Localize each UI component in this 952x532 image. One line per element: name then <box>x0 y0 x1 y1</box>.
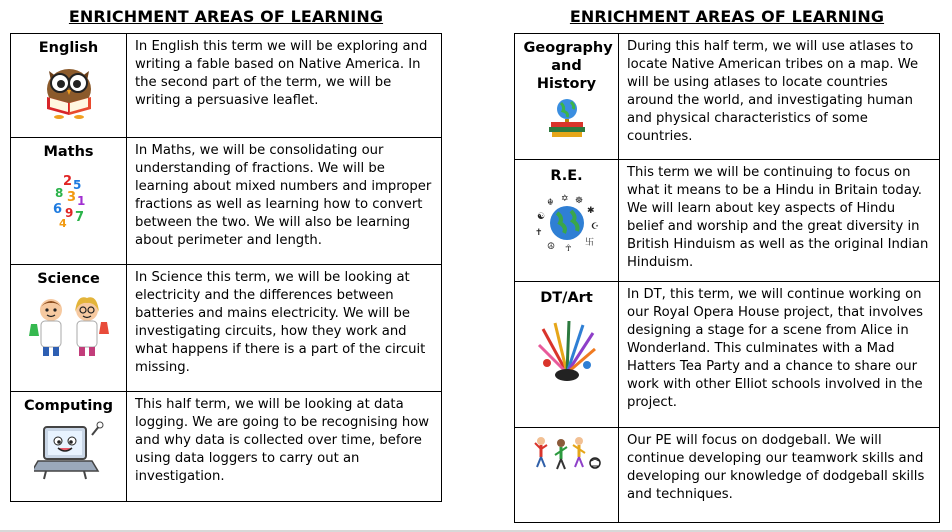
left-panel <box>10 0 442 502</box>
child-scientists-icon <box>27 294 111 358</box>
subject-cell-computing <box>11 392 127 502</box>
subject-name-english: English <box>38 40 99 56</box>
description-geography-history: During this half term, we will use atlases to locate Native American tribes on a map. We will be using atlases to locate countries around the world, and investigating human and physical characteristics of some countries. <box>627 39 919 144</box>
svg-text:☪: ☪ <box>590 222 599 232</box>
description-dt-art: In DT, this term, we will continue working on our Royal Opera House project, that involves designing a stage for a scene from Alice in Wonderland. This culminates with a Mad Hatters Tea Party and a chance to share our work with other Elliot schools involved in the project. <box>627 287 923 410</box>
description-cell-science <box>127 265 442 392</box>
subject-name-maths: Maths <box>43 144 94 160</box>
svg-text:7: 7 <box>74 210 84 225</box>
table-row-maths <box>11 138 442 265</box>
table-row-science <box>11 265 442 392</box>
subject-name-dt-art: DT/Art <box>540 290 593 306</box>
subject-cell-science <box>11 265 127 392</box>
left-heading: ENRICHMENT AREAS OF LEARNING <box>68 7 384 26</box>
subject-cell-maths <box>11 138 127 265</box>
svg-text:✡: ✡ <box>560 194 569 204</box>
svg-text:3: 3 <box>66 190 76 205</box>
svg-text:1: 1 <box>76 194 85 208</box>
description-cell-english <box>127 34 442 138</box>
description-cell-geography-history <box>619 34 940 160</box>
svg-text:8: 8 <box>54 186 63 200</box>
table-row-dt-art <box>515 282 940 428</box>
svg-text:☥: ☥ <box>564 244 572 253</box>
table-row-re <box>515 160 940 282</box>
subject-name-re: R.E. <box>550 168 583 184</box>
svg-text:☮: ☮ <box>546 242 555 252</box>
description-maths: In Maths, we will be consolidating our understanding of fractions. We will be learning about mixed numbers and improper fractions as well as learning how to convert between the two. We will also be learning about perimeter and length. <box>135 143 432 248</box>
right-table <box>514 33 940 523</box>
subject-cell-pe <box>515 428 619 523</box>
svg-text:4: 4 <box>58 217 67 229</box>
description-cell-pe <box>619 428 940 523</box>
subject-name-computing: Computing <box>23 398 114 414</box>
right-heading: ENRICHMENT AREAS OF LEARNING <box>569 7 885 26</box>
description-re: This term we will be continuing to focus on what it means to be a Hindu in Britain today. We will learn about key aspects of Hindu belief and worship and the great diversity in British Hinduism as well as the original Indian Hinduism. <box>627 165 929 270</box>
svg-text:✱: ✱ <box>586 206 595 216</box>
table-row-english <box>11 34 442 138</box>
children-playing-sports-icon <box>531 433 603 473</box>
paint-brushes-icon <box>535 319 599 383</box>
left-table <box>10 33 442 502</box>
subject-cell-re <box>515 160 619 282</box>
table-row-geography-history <box>515 34 940 160</box>
svg-text:☸: ☸ <box>574 196 583 206</box>
subject-name-geography-history: Geography and History <box>523 40 613 92</box>
description-pe: Our PE will focus on dodgeball. We will continue developing our teamwork skills and developing our knowledge of dodgeball skills and techniques. <box>627 433 925 502</box>
right-panel <box>514 0 940 523</box>
cartoon-laptop-icon <box>34 421 104 481</box>
table-row-pe <box>515 428 940 523</box>
table-row-computing <box>11 392 442 502</box>
description-cell-computing <box>127 392 442 502</box>
description-computing: This half term, we will be looking at data logging. We are going to be recognising how and why data is collected over time, before using data loggers to carry out an investigation. <box>135 397 430 484</box>
svg-text:✝: ✝ <box>534 228 543 238</box>
description-science: In Science this term, we will be looking at electricity and the differences between batteries and mains electricity. We will be investigating circuits, how they work and what happens if there is a part of the circuit missing. <box>135 270 426 375</box>
owl-reading-book-icon <box>37 63 101 119</box>
subject-cell-english <box>11 34 127 138</box>
svg-text:卐: 卐 <box>584 238 594 248</box>
subject-name-science: Science <box>37 271 100 287</box>
svg-text:☯: ☯ <box>536 212 545 222</box>
svg-text:2: 2 <box>62 174 72 189</box>
description-english: In English this term we will be exploring and writing a fable based on Native America. In the second part of the term, we will be writing a persuasive leaflet. <box>135 39 428 108</box>
globe-on-books-icon <box>543 97 591 137</box>
description-cell-dt-art <box>619 282 940 428</box>
subject-cell-geography-history <box>515 34 619 160</box>
svg-text:9: 9 <box>64 206 73 220</box>
subject-cell-dt-art <box>515 282 619 428</box>
world-religions-globe-icon <box>527 189 607 253</box>
svg-text:☬: ☬ <box>546 198 553 208</box>
description-cell-maths <box>127 138 442 265</box>
svg-text:6: 6 <box>52 202 62 217</box>
numbers-icon <box>49 173 89 229</box>
description-cell-re <box>619 160 940 282</box>
svg-text:5: 5 <box>72 178 81 192</box>
